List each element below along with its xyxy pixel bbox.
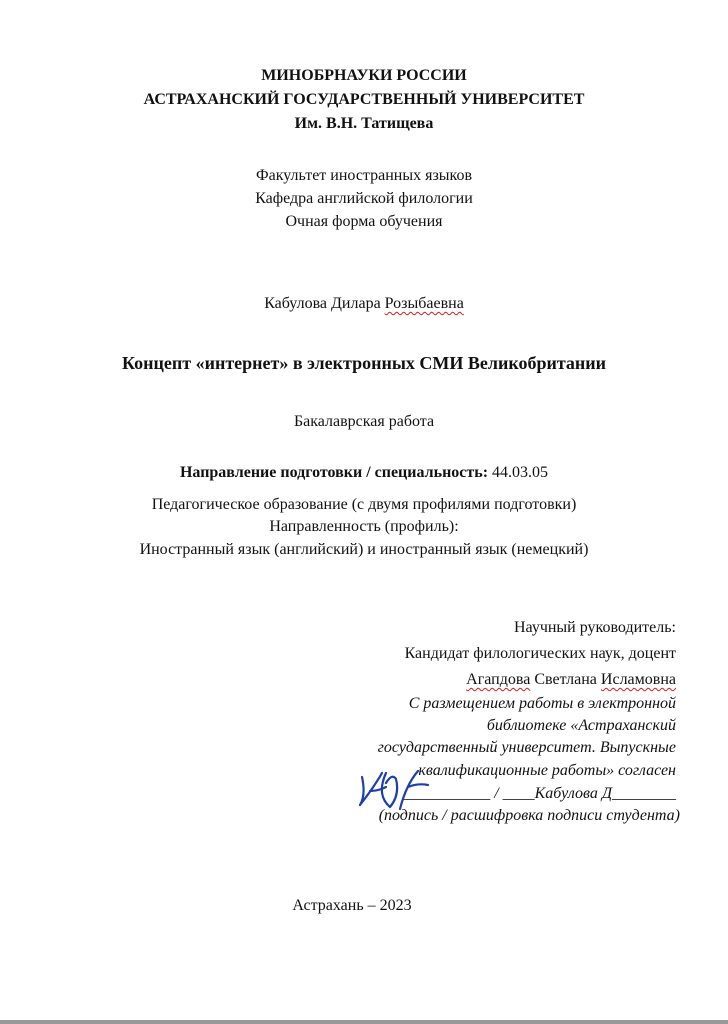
signature-line: ___________ / ____Кабулова Д________ xyxy=(402,785,676,802)
direction-label: Направление подготовки / специальность: xyxy=(179,464,489,481)
faculty-name: Факультет иностранных языков xyxy=(255,167,473,184)
author-patronymic: Розыбаевна xyxy=(384,295,464,312)
supervisor-patronymic: Исламовна xyxy=(600,671,676,688)
signature-caption: (подпись / расшифровка подписи студента) xyxy=(378,807,680,824)
consent-line-1: С размещением работы в электронной xyxy=(408,695,676,712)
supervisor-surname: Агапдова xyxy=(466,671,531,688)
profile-name: Иностранный язык (английский) и иностранный язык (немецкий) xyxy=(139,541,589,558)
consent-line-2: библиотеке «Астраханский xyxy=(486,717,676,734)
supervisor-first-name: Светлана xyxy=(534,671,597,688)
profile-label: Направленность (профиль): xyxy=(269,518,459,535)
thesis-type: Бакалаврская работа xyxy=(293,413,435,430)
supervisor-name xyxy=(466,670,676,690)
department-name: Кафедра английской филологии xyxy=(255,190,473,207)
university-heading: АСТРАХАНСКИЙ ГОСУДАРСТВЕННЫЙ УНИВЕРСИТЕТ xyxy=(143,91,585,108)
author-name xyxy=(0,294,728,314)
study-form: Очная форма обучения xyxy=(285,213,443,230)
program-name: Педагогическое образование (с двумя профилями подготовки) xyxy=(151,496,577,513)
ministry-heading: МИНОБРНАУКИ РОССИИ xyxy=(261,67,467,84)
consent-line-3: государственный университет. Выпускные xyxy=(377,739,676,756)
city-year: Астрахань – 2023 xyxy=(292,897,412,914)
direction-line xyxy=(0,463,728,483)
direction-code: 44.03.05 xyxy=(488,464,549,481)
page-bottom-edge xyxy=(0,1020,728,1024)
thesis-title: Концепт «интернет» в электронных СМИ Великобритании xyxy=(121,353,607,373)
supervisor-degree: Кандидат филологических наук, доцент xyxy=(404,645,676,662)
consent-line-4: квалификационные работы» согласен xyxy=(418,762,676,779)
supervisor-label: Научный руководитель: xyxy=(513,619,676,636)
handwritten-signature xyxy=(356,765,436,813)
named-after-heading: Им. В.Н. Татищева xyxy=(294,115,434,132)
author-name-main: Кабулова Дилара xyxy=(264,295,385,312)
